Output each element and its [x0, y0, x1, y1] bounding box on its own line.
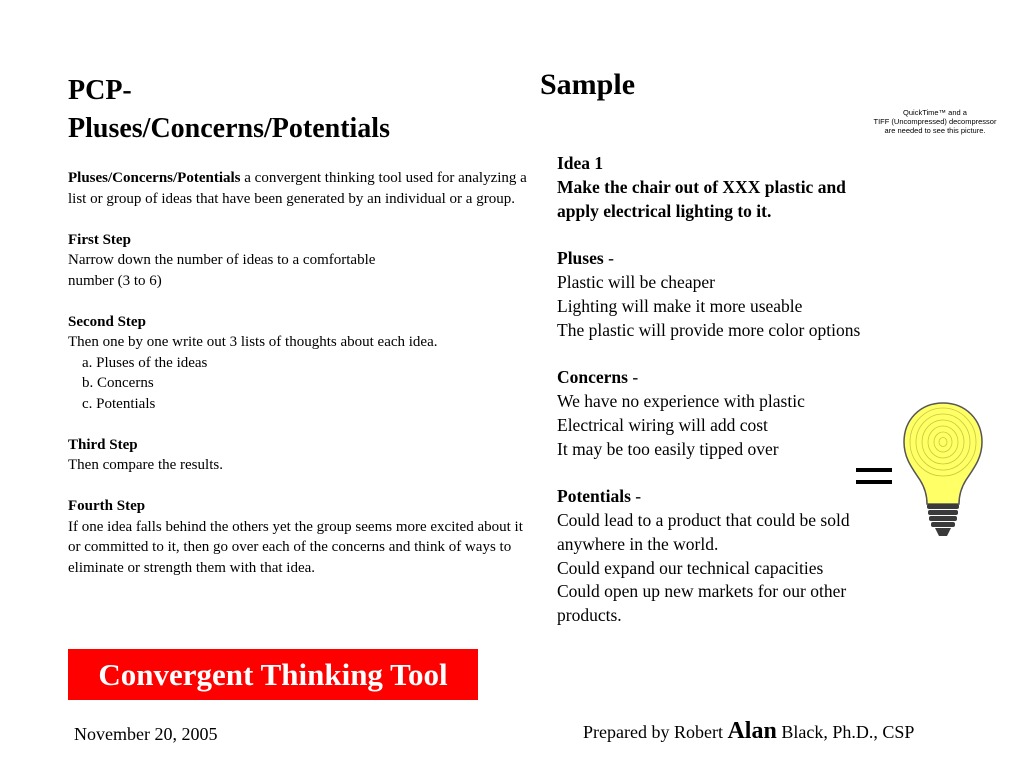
convergent-thinking-badge: Convergent Thinking Tool	[68, 649, 478, 700]
placeholder-line: QuickTime™ and a	[903, 108, 967, 117]
placeholder-line: TIFF (Uncompressed) decompressor	[873, 117, 997, 126]
concerns-block	[557, 366, 887, 461]
concerns-label: Concerns	[557, 367, 628, 388]
concerns-heading	[557, 366, 887, 390]
potentials-block	[557, 485, 887, 628]
potentials-label: Potentials	[557, 486, 631, 507]
dash: -	[627, 367, 639, 388]
pluses-label: Pluses	[557, 248, 604, 269]
equals-bar-bottom	[856, 480, 892, 484]
step-2-text: Then one by one write out 3 lists of thoughts about each idea.	[68, 334, 438, 350]
step-4	[68, 496, 528, 578]
author-suffix: Black, Ph.D., CSP	[776, 722, 915, 742]
author-middle-name: Alan	[727, 718, 777, 744]
step-2-item: c. Potentials	[82, 395, 156, 412]
step-4-text: If one idea falls behind the others yet the group seems more excited about it or committed to it, then go over each of the concerns and think of ways to eliminate or strength them with that idea.	[68, 518, 523, 576]
quicktime-placeholder	[860, 108, 1010, 135]
lightbulb-icon	[898, 400, 988, 540]
plus-item: Plastic will be cheaper	[557, 271, 715, 292]
plus-item: The plastic will provide more color options	[557, 319, 861, 340]
idea-block	[557, 152, 887, 223]
intro-text: a convergent thinking tool used for analyzing a list or group of ideas that have been generated by an individual or a group.	[68, 170, 527, 207]
left-text-column	[68, 168, 528, 599]
step-3	[68, 435, 528, 476]
step-1-title: First Step	[68, 231, 131, 248]
concern-item: It may be too easily tipped over	[557, 438, 779, 459]
equals-bar-top	[856, 468, 892, 472]
plus-item: Lighting will make it more useable	[557, 295, 803, 316]
step-4-title: Fourth Step	[68, 498, 146, 514]
step-1-line-1: Narrow down the number of ideas to a comfortable	[68, 252, 376, 268]
page-title	[68, 72, 498, 148]
step-1	[68, 230, 528, 292]
title-line-2: Pluses/Concerns/Potentials	[68, 113, 390, 144]
sample-column	[557, 152, 887, 652]
step-3-text: Then compare the results.	[68, 457, 223, 473]
potential-item: Could expand our technical capacities	[557, 557, 824, 578]
potentials-heading	[557, 485, 887, 509]
author-prefix: Prepared by Robert	[583, 722, 728, 742]
intro-paragraph	[68, 168, 528, 209]
date-label: November 20, 2005	[74, 724, 218, 744]
step-2-item: a. Pluses of the ideas	[82, 354, 208, 371]
lightbulb-graphic	[898, 400, 988, 540]
pluses-heading	[557, 247, 887, 271]
equals-sign	[856, 466, 892, 486]
sample-title: Sample	[540, 68, 636, 101]
dash: -	[603, 248, 614, 269]
concern-item: We have no experience with plastic	[557, 390, 805, 411]
pluses-block	[557, 247, 887, 342]
author-credit	[583, 718, 914, 745]
step-1-line-2: number (3 to 6)	[68, 272, 162, 289]
title-line-1: PCP-	[68, 75, 132, 106]
dash: -	[630, 486, 642, 507]
step-2-title: Second Step	[68, 313, 146, 330]
intro-term: Pluses/Concerns/Potentials	[68, 170, 241, 186]
idea-text: Make the chair out of XXX plastic and apply electrical lighting to it.	[557, 176, 846, 221]
potential-item: Could lead to a product that could be sold anywhere in the world.	[557, 509, 850, 554]
step-2	[68, 312, 528, 415]
step-2-item: b. Concerns	[82, 375, 154, 391]
concern-item: Electrical wiring will add cost	[557, 414, 768, 435]
step-3-title: Third Step	[68, 436, 138, 453]
placeholder-line: are needed to see this picture.	[884, 126, 986, 135]
potential-item: Could open up new markets for our other products.	[557, 581, 847, 626]
idea-label: Idea 1	[557, 153, 604, 173]
